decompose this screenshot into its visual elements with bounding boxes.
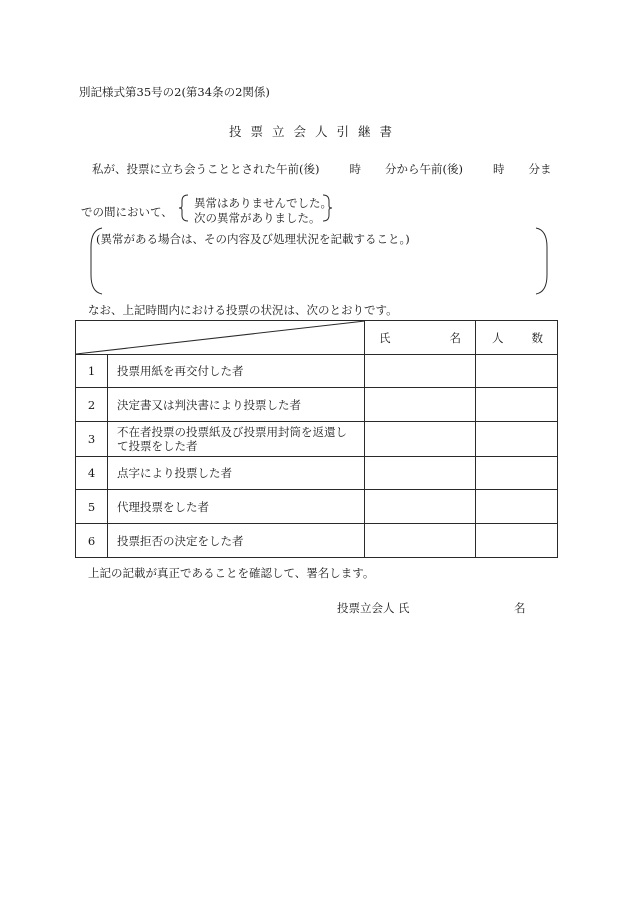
row-name-cell[interactable] [365,490,476,524]
row-count-cell[interactable] [476,457,558,490]
row-description: 不在者投票の投票紙及び投票用封筒を返還して投票をした者 [108,422,365,457]
table-header-name: 氏 名 [365,321,476,355]
statement-suffix: 分ま [528,162,552,176]
document-title: 投票立会人引継書 [228,124,401,139]
ballot-status-table [75,320,558,558]
statement-hour-1: 時 [349,162,361,176]
confirmation-text: 上記の記載が真正であることを確認して、署名します。 [88,566,375,580]
row-description: 投票用紙を再交付した者 [108,355,365,388]
row-count-cell[interactable] [476,524,558,558]
row-name-cell[interactable] [365,524,476,558]
option-anomaly: 次の異常がありました。 [194,211,321,225]
statement-line [92,161,551,177]
signature-label: 投票立会人 [337,601,395,615]
table-header-count: 人 数 [476,321,558,355]
table-row [76,524,558,558]
row-number: 3 [76,422,108,457]
row-number: 1 [76,355,108,388]
row-number: 4 [76,457,108,490]
row-count-cell[interactable] [476,422,558,457]
row-description: 点字により投票した者 [108,457,365,490]
row-count-cell[interactable] [476,490,558,524]
table-row [76,422,558,457]
statement-hour-2: 時 [492,162,505,176]
form-reference: 別記様式第35号の2(第34条の2関係) [79,85,270,99]
signature-name-end: 名 [514,601,526,615]
signature-name-start: 氏 [398,601,410,615]
during-label: での間において、 [81,205,173,219]
table-header-row [76,321,558,355]
table-row [76,355,558,388]
table-row [76,388,558,422]
row-count-cell[interactable] [476,355,558,388]
row-description: 代理投票をした者 [108,490,365,524]
row-name-cell[interactable] [365,422,476,457]
row-name-cell[interactable] [365,457,476,490]
row-count-cell[interactable] [476,388,558,422]
row-description: 投票拒否の決定をした者 [108,524,365,558]
row-name-cell[interactable] [365,388,476,422]
table-header-diagonal [76,321,365,355]
row-number: 6 [76,524,108,558]
table-row [76,457,558,490]
note-instruction: (異常がある場合は、その内容及び処理状況を記載すること。) [96,232,410,246]
row-name-cell[interactable] [365,355,476,388]
status-intro: なお、上記時間内における投票の状況は、次のとおりです。 [88,303,398,317]
statement-minute-from: 分から午前(後) [384,162,463,176]
row-number: 5 [76,490,108,524]
option-no-anomaly: 異常はありませんでした。 [194,196,332,210]
statement-prefix: 私が、投票に立ち会うこととされた午前(後) [92,162,320,176]
row-description: 決定書又は判決書により投票した者 [108,388,365,422]
table-row [76,490,558,524]
row-number: 2 [76,388,108,422]
diagonal-line [76,321,365,354]
